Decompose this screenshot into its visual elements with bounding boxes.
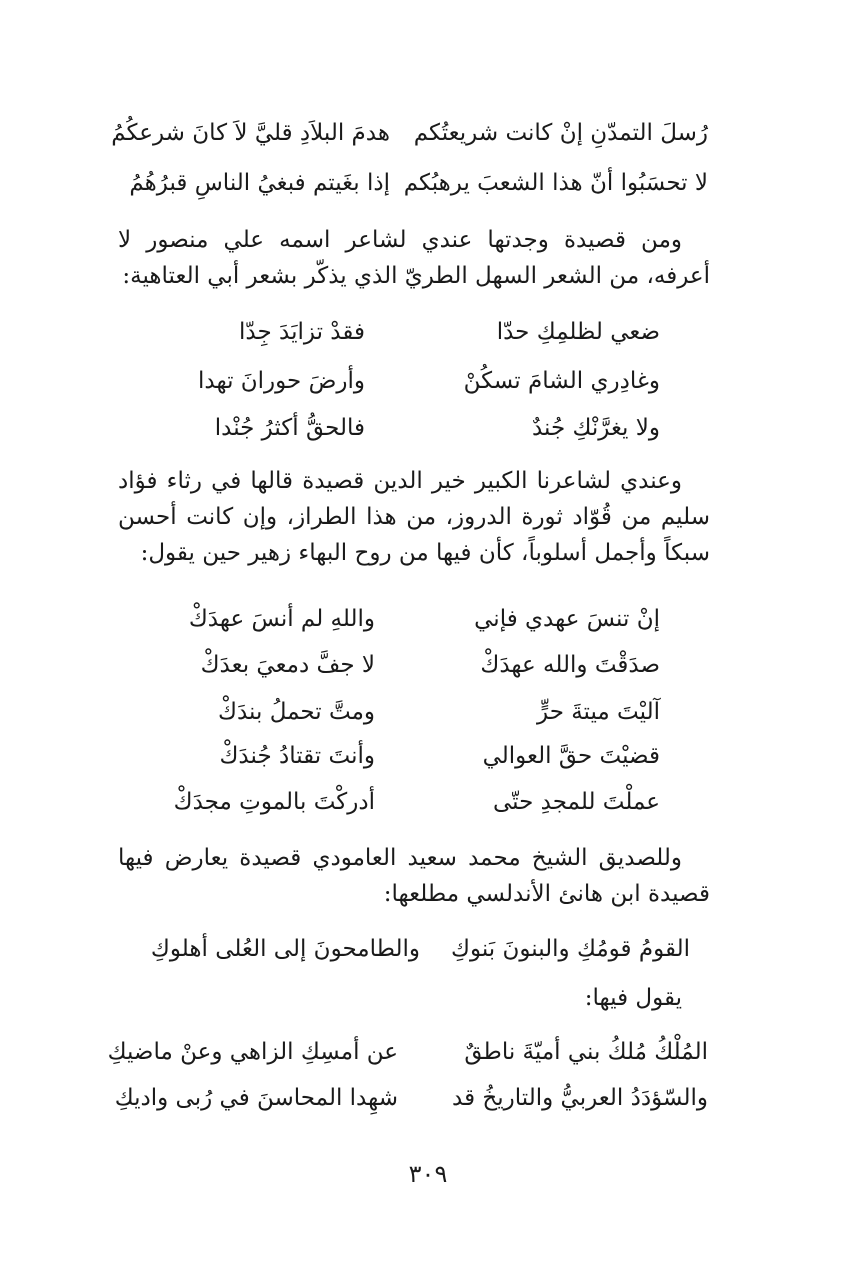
verse-hemistich-right: والسّؤدَدُ العربيُّ والتاريخُ قد <box>452 1085 708 1111</box>
paragraph-4: يقول فيها: <box>584 985 682 1011</box>
verse-hemistich-left: أدركْتَ بالموتِ مجدَكْ <box>173 789 375 815</box>
verse-hemistich-left: إذا بغَيتم فبغيُ الناسِ قبرُهُمُ <box>129 170 390 196</box>
verse-hemistich-left: هدمَ البلاَدِ قليَّ لاَ كانَ شرعكُمُ <box>111 120 390 146</box>
verse-hemistich-left: واللهِ لم أنسَ عهدَكْ <box>188 606 375 632</box>
verse-hemistich-right: رُسلَ التمدّنِ إنْ كانت شريعتُكم <box>413 120 708 146</box>
paragraph-3: وللصديق الشيخ محمد سعيد العامودي قصيدة يعارض فيها قصيدة ابن هانئ الأندلسي مطلعها: <box>118 845 710 907</box>
verse-hemistich-right: القومُ قومُكِ والبنونَ بَنوكِ <box>450 936 690 962</box>
verse-hemistich-left: وأرضَ حورانَ تهدا <box>198 368 365 394</box>
verse-hemistich-right: صدَقْتَ والله عهدَكْ <box>480 652 660 678</box>
verse-hemistich-right: آليْتَ ميتةَ حرٍّ <box>537 699 660 725</box>
verse-hemistich-right: وغادِري الشامَ تسكُنْ <box>463 368 660 394</box>
verse-hemistich-right: قضيْتَ حقَّ العوالي <box>482 743 660 769</box>
verse-hemistich-left: عن أمسِكِ الزاهي وعنْ ماضيكِ <box>107 1039 398 1065</box>
verse-hemistich-left: والطامحونَ إلى العُلى أهلوكِ <box>150 936 420 962</box>
paragraph-2: وعندي لشاعرنا الكبير خير الدين قصيدة قالها في رثاء فؤاد سليم من قُوّاد ثورة الدروز، من هذا الطراز، وإن كانت أحسن سبكاً وأجمل أسلوباً، كأن فيها من روح البهاء زهير حين يقول: <box>118 468 710 566</box>
verse-hemistich-left: شهِدا المحاسنَ في رُبى واديكِ <box>114 1085 398 1111</box>
verse-hemistich-right: إنْ تنسَ عهدي فإني <box>474 606 660 632</box>
paragraph-1: ومن قصيدة وجدتها عندي لشاعر اسمه علي منصور لا أعرفه، من الشعر السهل الطريّ الذي يذكّر بشعر أبي العتاهية: <box>118 227 710 289</box>
verse-hemistich-right: ضعي لظلمِكِ حدّا <box>496 319 660 345</box>
verse-hemistich-left: لا جفَّ دمعيَ بعدَكْ <box>200 652 375 678</box>
verse-hemistich-left: ومتَّ تحملُ بندَكْ <box>218 699 375 725</box>
verse-hemistich-right: ولا يغرَّنْكِ جُندٌ <box>531 415 660 441</box>
verse-hemistich-left: فالحقُّ أكثرُ جُنْدا <box>214 415 365 441</box>
verse-hemistich-right: لا تحسَبُوا أنّ هذا الشعبَ يرهبُكم <box>403 170 708 196</box>
verse-hemistich-right: عملْتَ للمجدِ حتّى <box>492 789 660 815</box>
page-number: ٣٠٩ <box>408 1160 448 1188</box>
verse-hemistich-left: فقدْ تزايَدَ جِدّا <box>239 319 365 345</box>
verse-hemistich-right: المُلْكُ مُلكُ بني أميّةَ ناطقٌ <box>464 1039 708 1065</box>
verse-hemistich-left: وأنتَ تقتادُ جُندَكْ <box>219 743 375 769</box>
